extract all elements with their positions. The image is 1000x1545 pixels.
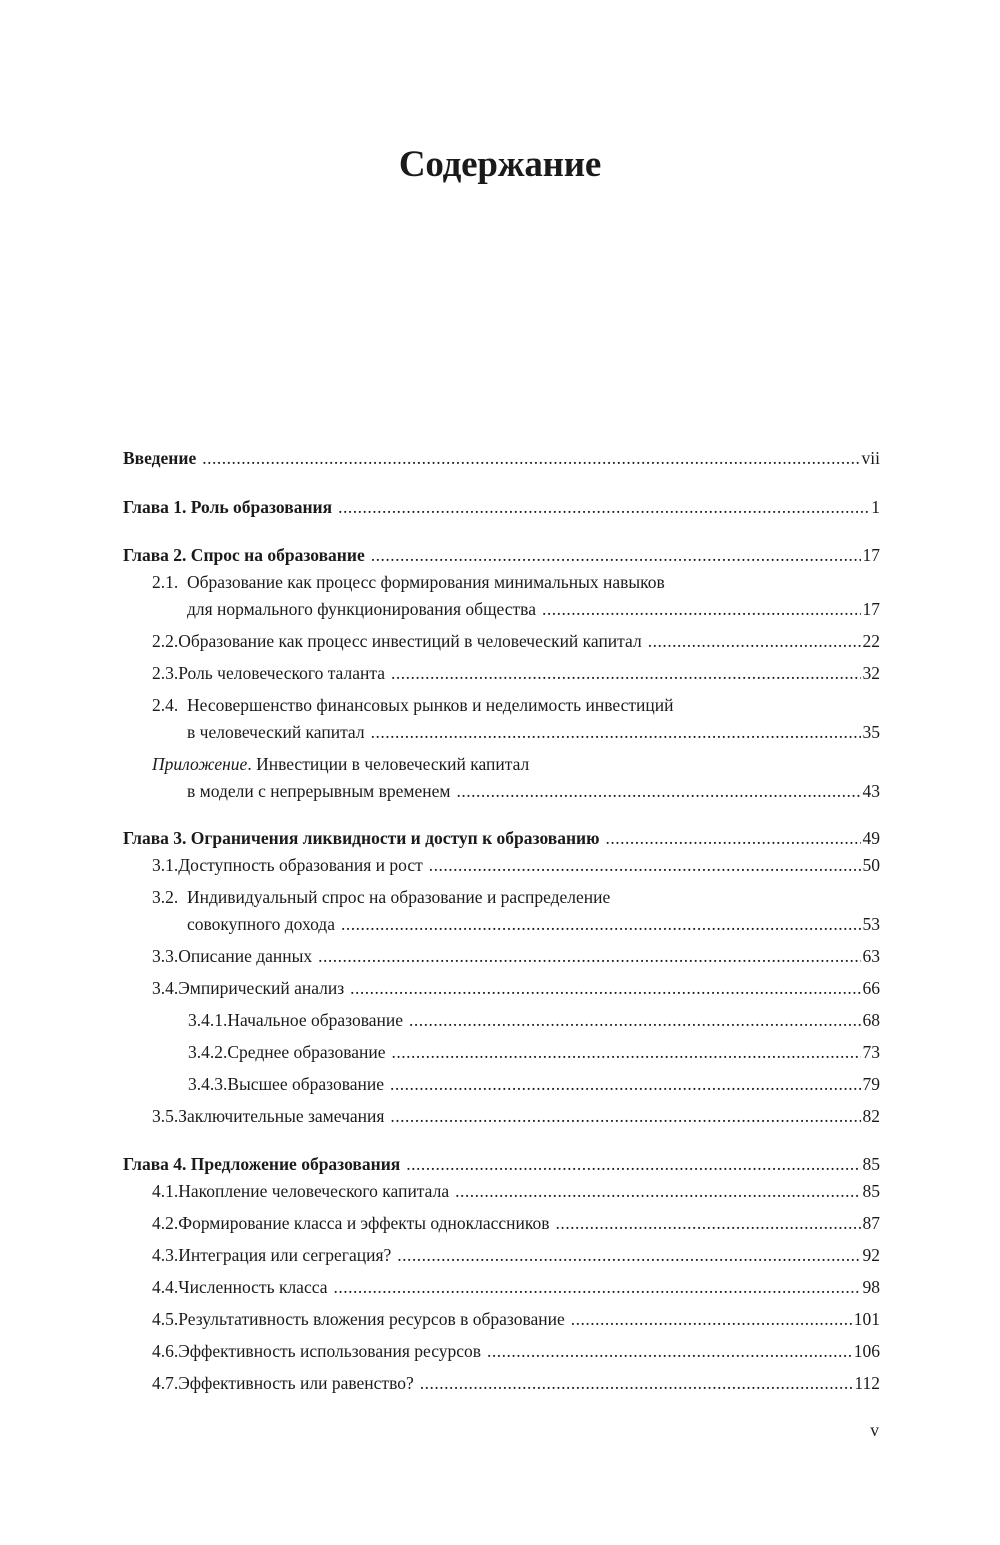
dot-leader (390, 1071, 861, 1098)
dot-leader (542, 596, 861, 623)
dot-leader (391, 660, 861, 687)
page-number: v (870, 1420, 879, 1440)
toc-entry-section[interactable] (123, 1370, 880, 1397)
toc-entry-title: Высшее образование (227, 1074, 384, 1094)
toc-entry-title: Индивидуальный спрос на образование и распределение (187, 887, 611, 907)
toc-entry-page: 1 (871, 497, 880, 517)
toc-entry-section[interactable] (123, 628, 880, 655)
toc-entry-title: Эмпирический анализ (178, 978, 345, 998)
toc-entry-title: Заключительные замечания (178, 1106, 385, 1126)
dot-leader (333, 1274, 860, 1301)
toc-entry-section[interactable] (123, 1242, 880, 1269)
section-number: 2.1. (152, 572, 179, 592)
dot-leader (429, 852, 861, 879)
toc-entry-title: Глава 1. Роль образования (123, 497, 333, 517)
appendix-label: Приложение (152, 754, 248, 774)
toc-entry-title: Среднее образование (227, 1042, 386, 1062)
toc-entry-title: Эффективность или равенство? (178, 1373, 414, 1393)
toc-entry-title: Интеграция или сегрегация? (178, 1245, 392, 1265)
dot-leader (556, 1210, 861, 1237)
dot-leader (409, 1007, 860, 1034)
toc-entry-section[interactable] (123, 1103, 880, 1130)
toc-entry-section[interactable] (123, 692, 880, 746)
toc-entry-title: Результативность вложения ресурсов в образование (178, 1309, 565, 1329)
toc-entry-section[interactable] (123, 1306, 880, 1333)
toc-entry-title: Образование как процесс формирования минимальных навыков (187, 572, 665, 592)
dot-leader (606, 825, 861, 852)
toc-entry-page: 49 (862, 828, 880, 848)
dot-leader (318, 943, 860, 970)
dot-leader (456, 778, 860, 805)
toc-entry-title-continued: совокупного дохода (187, 914, 335, 934)
toc-entry-page: 73 (862, 1042, 880, 1062)
toc-entry-title: Начальное образование (227, 1010, 404, 1030)
toc-entry-chapter-3[interactable] (123, 825, 880, 852)
toc-entry-section[interactable] (123, 1210, 880, 1237)
toc-entry-section[interactable] (123, 975, 880, 1002)
toc-entry-title: Введение (123, 448, 197, 468)
toc-entry-section[interactable] (123, 1338, 880, 1365)
toc-entry-page: 82 (862, 1106, 880, 1126)
dot-leader (390, 1103, 860, 1130)
toc-entry-title: Глава 3. Ограничения ликвидности и доступ к образованию (123, 828, 600, 848)
toc-entry-title: . Инвестиции в человеческий капитал (247, 754, 530, 774)
toc-entry-title-continued: в человеческий капитал (187, 722, 365, 742)
table-of-contents (123, 445, 880, 1397)
toc-entry-introduction[interactable] (123, 445, 880, 472)
section-number: 3.5. (152, 1106, 179, 1126)
toc-entry-section[interactable] (123, 1274, 880, 1301)
section-number: 2.4. (152, 695, 179, 715)
dot-leader (571, 1306, 852, 1333)
toc-entry-page: 22 (862, 631, 880, 651)
dot-leader (202, 445, 859, 472)
toc-entry-title: Доступность образования и рост (178, 855, 423, 875)
section-number: 3.4.1. (188, 1010, 228, 1030)
section-number: 3.3. (152, 946, 179, 966)
dot-leader (392, 1039, 861, 1066)
toc-entry-page: 35 (862, 722, 880, 742)
toc-entry-page: 43 (862, 781, 880, 801)
dot-leader (371, 542, 861, 569)
toc-entry-page: 63 (862, 946, 880, 966)
section-number: 3.4.2. (188, 1042, 228, 1062)
toc-entry-page: 17 (862, 545, 880, 565)
dot-leader (338, 494, 869, 521)
toc-entry-page: 98 (862, 1277, 880, 1297)
toc-entry-section[interactable] (123, 1178, 880, 1205)
section-number: 3.4.3. (188, 1074, 228, 1094)
toc-entry-page: 106 (853, 1341, 880, 1361)
toc-entry-appendix[interactable] (123, 751, 880, 805)
toc-entry-section[interactable] (123, 660, 880, 687)
toc-entry-chapter-2[interactable] (123, 542, 880, 569)
toc-entry-title: Роль человеческого таланта (178, 663, 385, 683)
toc-entry-page: 92 (862, 1245, 880, 1265)
section-number: 3.1. (152, 855, 179, 875)
toc-entry-subsection[interactable] (123, 1039, 880, 1066)
toc-entry-title: Несовершенство финансовых рынков и неделимость инвестиций (187, 695, 674, 715)
section-number: 3.4. (152, 978, 179, 998)
dot-leader (648, 628, 861, 655)
dot-leader (371, 719, 861, 746)
section-number: 4.4. (152, 1277, 179, 1297)
toc-entry-section[interactable] (123, 884, 880, 938)
toc-entry-page: 32 (862, 663, 880, 683)
section-number: 4.3. (152, 1245, 179, 1265)
section-number: 2.2. (152, 631, 179, 651)
toc-entry-title: Глава 4. Предложение образования (123, 1154, 401, 1174)
section-number: 4.7. (152, 1373, 179, 1393)
toc-entry-title: Глава 2. Спрос на образование (123, 545, 365, 565)
toc-entry-subsection[interactable] (123, 1007, 880, 1034)
toc-entry-page: 87 (862, 1213, 880, 1233)
toc-entry-page: 50 (862, 855, 880, 875)
toc-entry-title-continued: в модели с непрерывным временем (187, 781, 451, 801)
toc-entry-title: Накопление человеческого капитала (178, 1181, 450, 1201)
dot-leader (455, 1178, 860, 1205)
toc-entry-title: Образование как процесс инвестиций в человеческий капитал (178, 631, 642, 651)
toc-entry-page: 53 (862, 914, 880, 934)
toc-entry-page: 112 (854, 1373, 880, 1393)
toc-entry-page: vii (861, 448, 880, 468)
toc-entry-title: Эффективность использования ресурсов (178, 1341, 482, 1361)
toc-entry-page: 79 (862, 1074, 880, 1094)
toc-entry-title: Численность класса (178, 1277, 328, 1297)
toc-entry-page: 66 (862, 978, 880, 998)
section-number: 2.3. (152, 663, 179, 683)
toc-entry-page: 85 (862, 1154, 880, 1174)
toc-entry-section[interactable] (123, 852, 880, 879)
dot-leader (406, 1151, 860, 1178)
section-number: 3.2. (152, 887, 179, 907)
toc-entry-page: 17 (862, 599, 880, 619)
toc-entry-page: 68 (862, 1010, 880, 1030)
section-number: 4.5. (152, 1309, 179, 1329)
toc-entry-chapter-4[interactable] (123, 1151, 880, 1178)
page-title: Содержание (398, 144, 602, 185)
dot-leader (420, 1370, 853, 1397)
dot-leader (350, 975, 860, 1002)
section-number: 4.1. (152, 1181, 179, 1201)
toc-entry-page: 85 (862, 1181, 880, 1201)
toc-entry-title: Описание данных (178, 946, 313, 966)
dot-leader (397, 1242, 860, 1269)
toc-entry-chapter-1[interactable] (123, 494, 880, 521)
section-number: 4.6. (152, 1341, 179, 1361)
toc-entry-title-continued: для нормального функционирования общества (187, 599, 536, 619)
section-number: 4.2. (152, 1213, 179, 1233)
toc-entry-title: Формирование класса и эффекты одноклассников (178, 1213, 550, 1233)
toc-entry-section[interactable] (123, 569, 880, 623)
dot-leader (341, 911, 861, 938)
toc-entry-subsection[interactable] (123, 1071, 880, 1098)
dot-leader (487, 1338, 852, 1365)
toc-entry-section[interactable] (123, 943, 880, 970)
toc-entry-page: 101 (853, 1309, 880, 1329)
